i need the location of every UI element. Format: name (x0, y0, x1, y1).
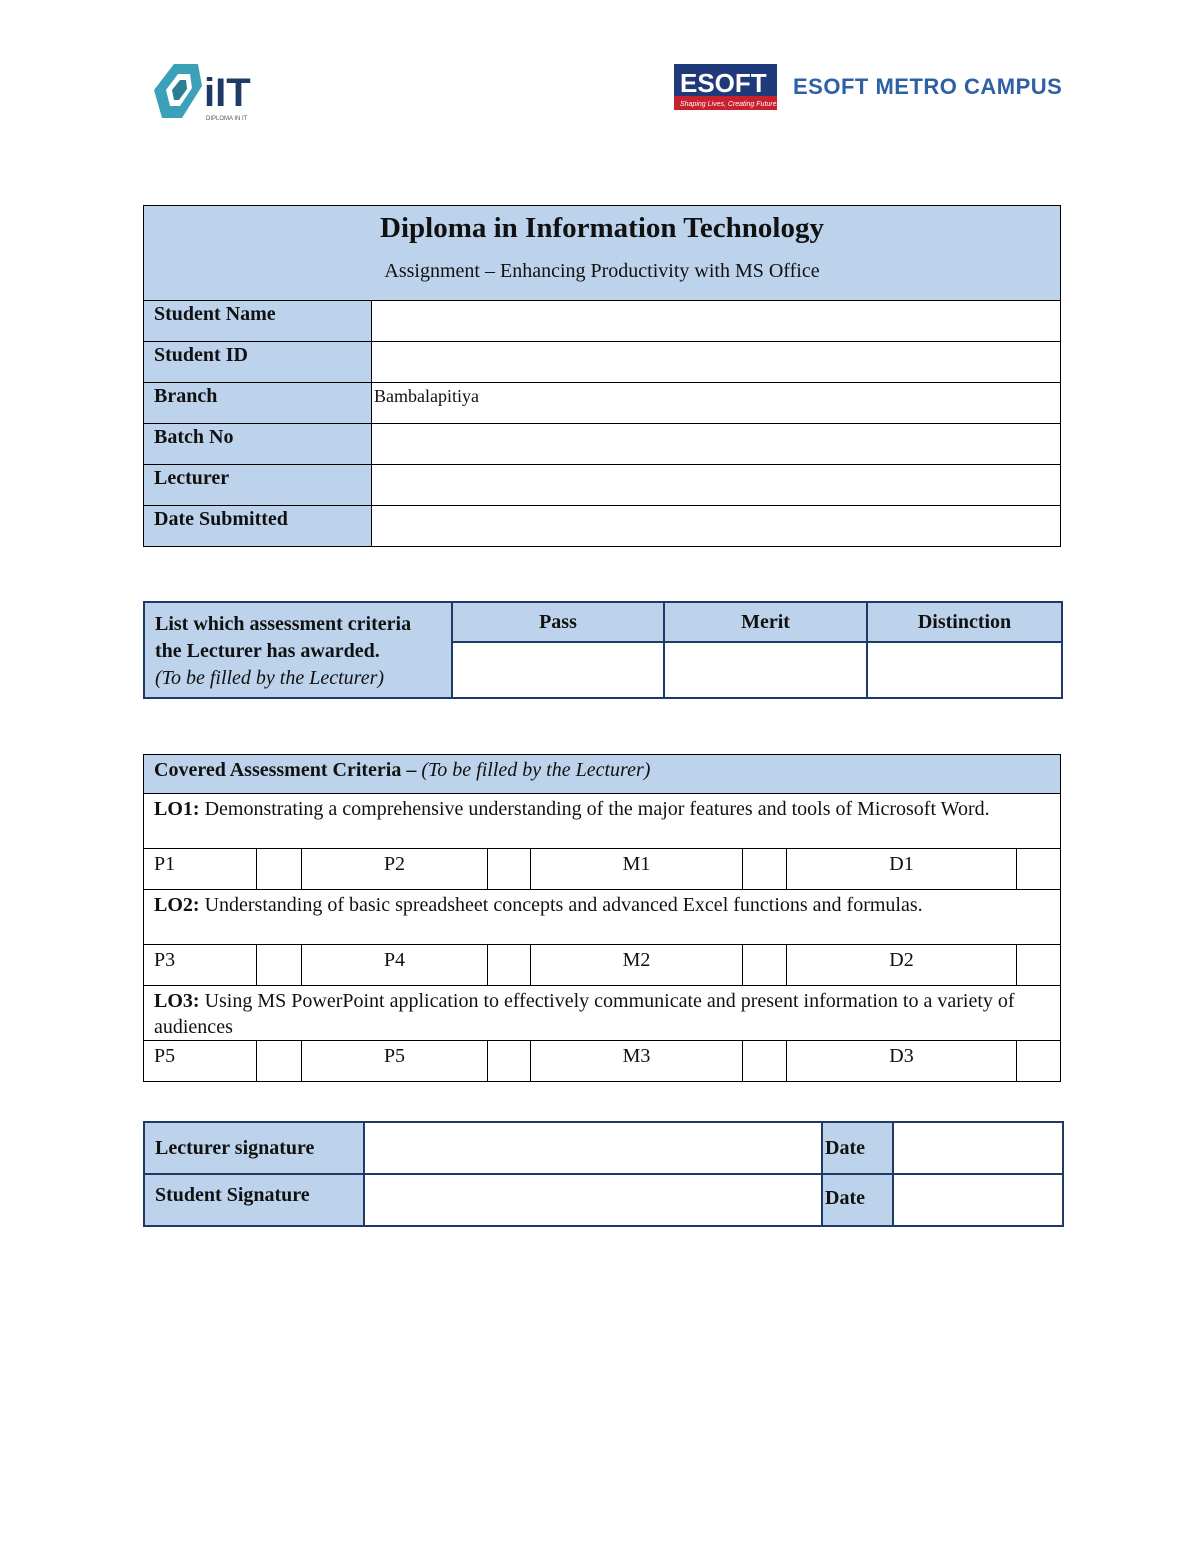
criteria-text: List which assessment criteria the Lecturer has awarded. (155, 613, 412, 662)
lecturer-signature-label: Lecturer signature (144, 1122, 364, 1174)
criteria-check[interactable] (1017, 1041, 1061, 1082)
signature-table (143, 1121, 1064, 1227)
document-subtitle: Assignment – Enhancing Productivity with MS Office (384, 260, 820, 282)
table-row (144, 424, 1061, 465)
lo1-description: LO1: Demonstrating a comprehensive understanding of the major features and tools of Microsoft Word. (144, 794, 1061, 849)
criteria-cell: P5 (302, 1041, 488, 1082)
criteria-check[interactable] (743, 849, 787, 890)
svg-text:ESOFT: ESOFT (680, 68, 767, 98)
distinction-field[interactable] (867, 642, 1062, 698)
table-row (144, 301, 1061, 342)
criteria-check[interactable] (1017, 849, 1061, 890)
svg-text:Shaping Lives, Creating Future: Shaping Lives, Creating Futures (680, 101, 777, 108)
criteria-check[interactable] (488, 1041, 531, 1082)
batch-no-label: Batch No (144, 424, 372, 465)
table-row (144, 1041, 1061, 1082)
table-row (144, 383, 1061, 424)
criteria-cell: D3 (787, 1041, 1017, 1082)
criteria-cell: D2 (787, 945, 1017, 986)
lo2-description: LO2: Understanding of basic spreadsheet concepts and advanced Excel functions and formulas. (144, 890, 1061, 945)
title-cell (144, 206, 1061, 301)
criteria-cell: P2 (302, 849, 488, 890)
criteria-instructions (144, 602, 452, 698)
lecturer-label: Lecturer (144, 465, 372, 506)
table-row (144, 945, 1061, 986)
branch-field[interactable]: Bambalapitiya (372, 383, 1061, 424)
criteria-cell: M3 (531, 1041, 743, 1082)
grades-awarded-table (143, 601, 1063, 699)
table-row (144, 465, 1061, 506)
pass-header: Pass (452, 602, 664, 642)
esoft-logo (674, 64, 777, 110)
criteria-check[interactable] (1017, 945, 1061, 986)
table-row (144, 849, 1061, 890)
lecturer-field[interactable] (372, 465, 1061, 506)
criteria-check[interactable] (743, 945, 787, 986)
criteria-cell: P5 (144, 1041, 257, 1082)
lecturer-date-field[interactable] (893, 1122, 1063, 1174)
date-submitted-label: Date Submitted (144, 506, 372, 547)
pass-field[interactable] (452, 642, 664, 698)
lecturer-signature-field[interactable] (364, 1122, 822, 1174)
merit-field[interactable] (664, 642, 867, 698)
student-id-label: Student ID (144, 342, 372, 383)
student-date-label: Date (822, 1174, 893, 1226)
table-row (144, 342, 1061, 383)
student-date-field[interactable] (893, 1174, 1063, 1226)
diit-logo (146, 60, 266, 124)
criteria-cell: P4 (302, 945, 488, 986)
merit-header: Merit (664, 602, 867, 642)
criteria-cell: M2 (531, 945, 743, 986)
student-info-table (143, 205, 1061, 547)
student-signature-field[interactable] (364, 1174, 822, 1226)
criteria-cell: P1 (144, 849, 257, 890)
criteria-check[interactable] (488, 945, 531, 986)
student-signature-label: Student Signature (144, 1174, 364, 1226)
lo3-description: LO3: Using MS PowerPoint application to effectively communicate and present information to a variety of audiences (144, 986, 1061, 1041)
svg-text:DIPLOMA IN IT: DIPLOMA IN IT (206, 116, 248, 122)
criteria-check[interactable] (257, 945, 302, 986)
covered-criteria-heading: Covered Assessment Criteria – (To be filled by the Lecturer) (144, 755, 1061, 794)
covered-criteria-table (143, 754, 1061, 1082)
svg-text:iIT: iIT (204, 71, 251, 115)
student-name-label: Student Name (144, 301, 372, 342)
criteria-check[interactable] (257, 849, 302, 890)
criteria-check[interactable] (743, 1041, 787, 1082)
criteria-note: (To be filled by the Lecturer) (155, 667, 385, 689)
table-row (144, 506, 1061, 547)
criteria-cell: M1 (531, 849, 743, 890)
distinction-header: Distinction (867, 602, 1062, 642)
criteria-cell: D1 (787, 849, 1017, 890)
student-id-field[interactable] (372, 342, 1061, 383)
campus-name: ESOFT METRO CAMPUS (793, 74, 1063, 99)
criteria-check[interactable] (257, 1041, 302, 1082)
lecturer-date-label: Date (822, 1122, 893, 1174)
student-name-field[interactable] (372, 301, 1061, 342)
branch-label: Branch (144, 383, 372, 424)
criteria-check[interactable] (488, 849, 531, 890)
date-submitted-field[interactable] (372, 506, 1061, 547)
criteria-cell: P3 (144, 945, 257, 986)
document-title: Diploma in Information Technology (380, 212, 824, 244)
batch-no-field[interactable] (372, 424, 1061, 465)
